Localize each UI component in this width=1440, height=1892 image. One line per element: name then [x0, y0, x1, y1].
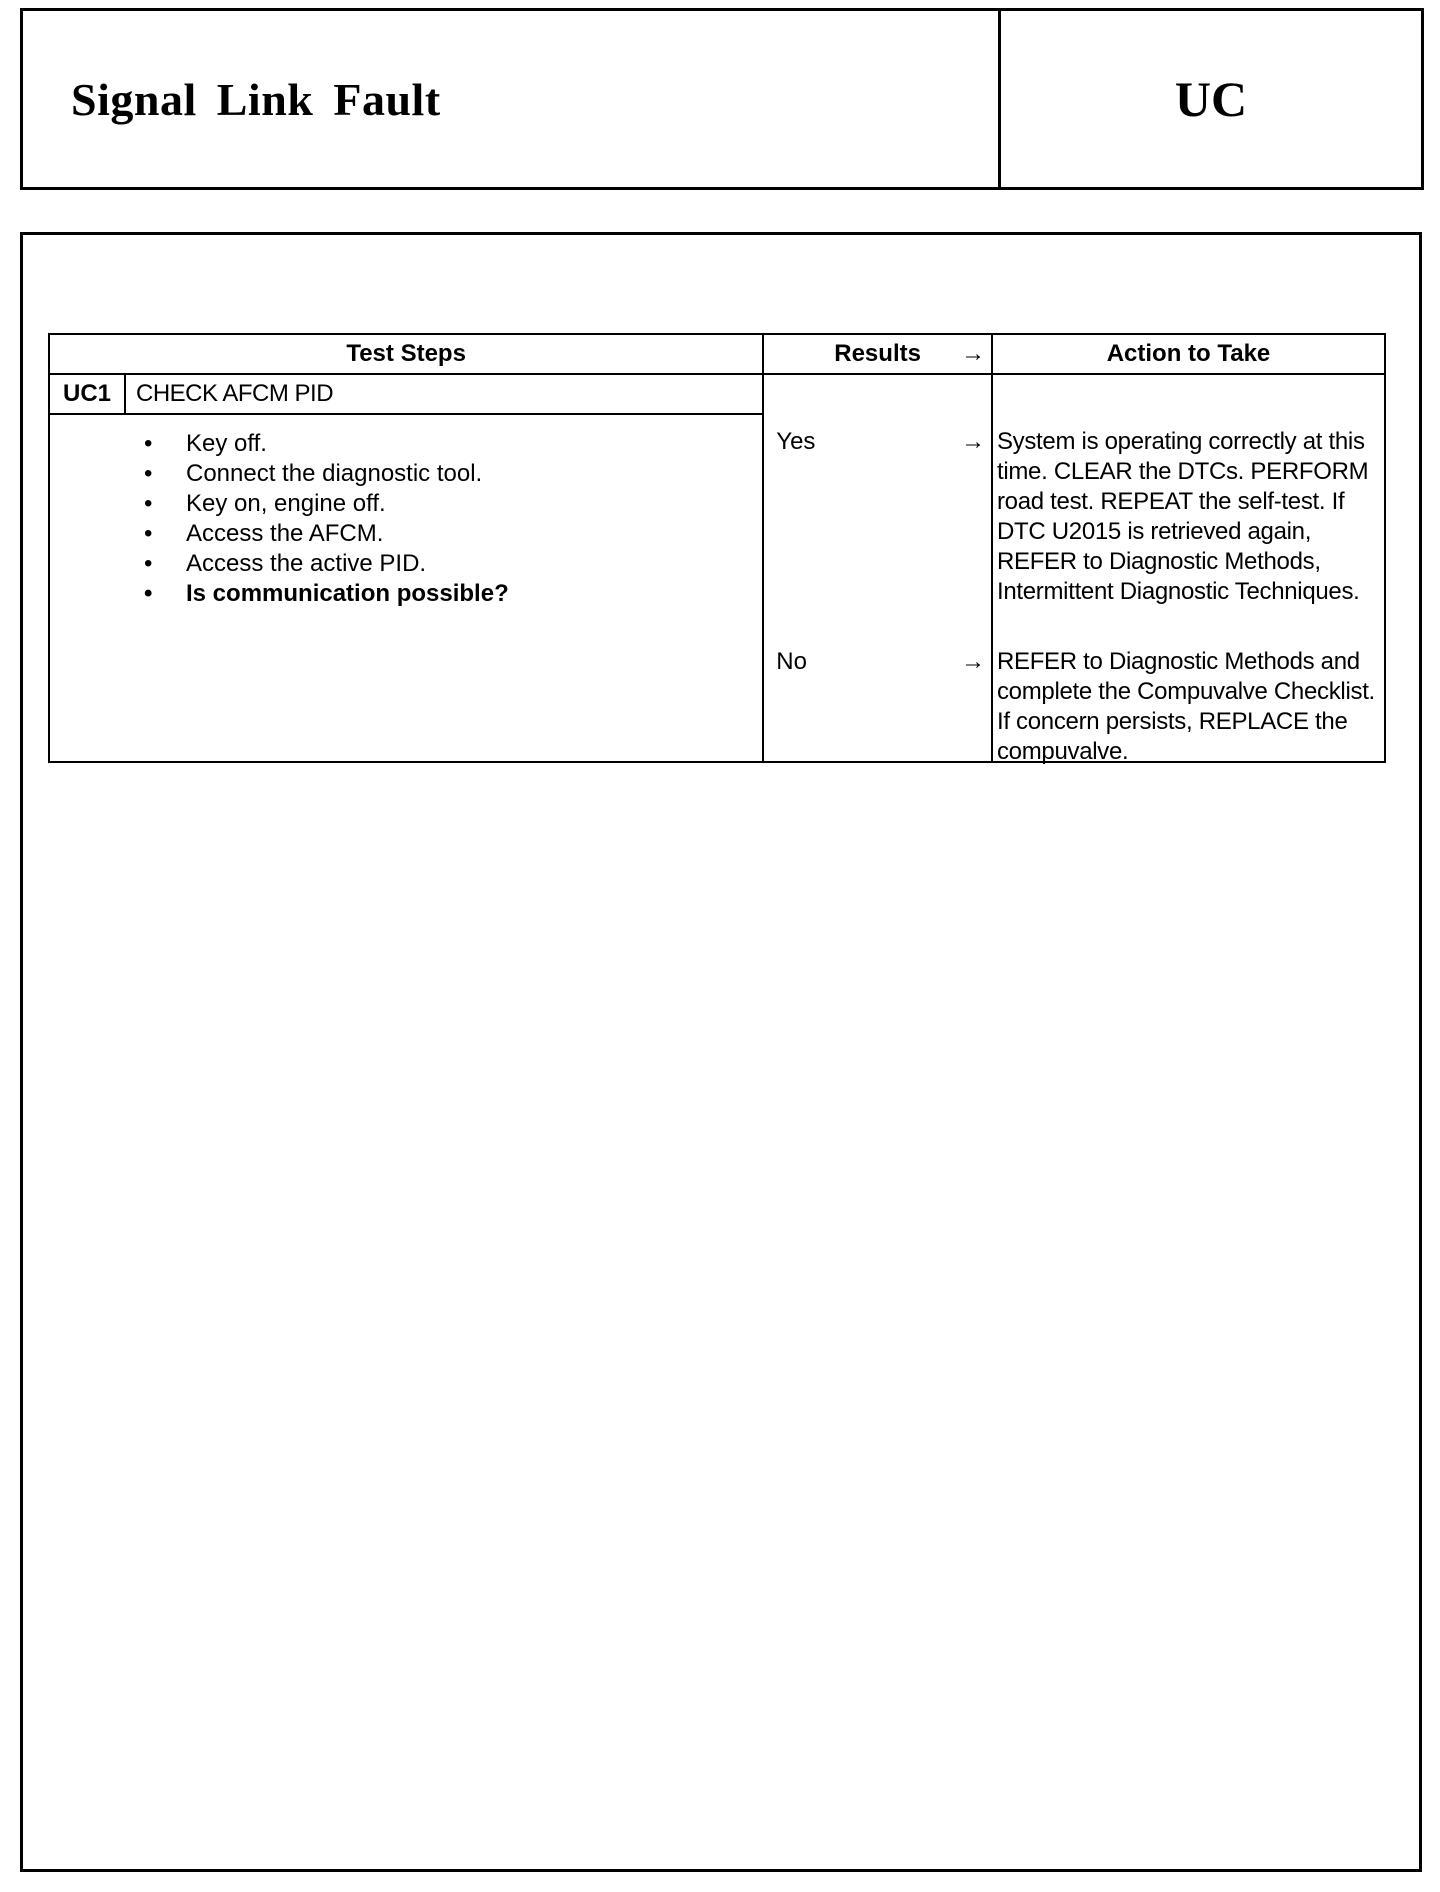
result-yes-label: Yes	[776, 428, 816, 455]
list-item: • Access the active PID.	[144, 549, 762, 579]
arrow-right-icon: →	[960, 428, 985, 455]
page-code: UC	[1174, 71, 1248, 127]
table-header-row	[49, 334, 1385, 374]
step-name: CHECK AFCM PID	[136, 380, 334, 407]
action-yes: System is operating correctly at this time. CLEAR the DTCs. PERFORM road test. REPEAT the self-test. If DTC U2015 is retrieved again, REFER to Diagnostic Methods, Intermittent Diagnostic Techniques.	[996, 428, 1369, 605]
table-row	[49, 374, 1385, 762]
header-action: Action to Take	[992, 334, 1385, 374]
list-item: • Key on, engine off.	[144, 489, 762, 519]
header-results-label: Results	[834, 340, 921, 367]
action-no: REFER to Diagnostic Methods and complete the Compuvalve Checklist. If concern persists, REPLACE the compuvalve.	[996, 648, 1375, 765]
arrow-right-icon: →	[960, 648, 985, 675]
list-item: • Access the AFCM.	[144, 519, 762, 549]
result-no	[776, 647, 985, 677]
list-item-question: • Is communication possible?	[144, 579, 762, 609]
result-no-label: No	[776, 648, 807, 675]
header-test-steps: Test Steps	[49, 334, 763, 374]
arrow-right-icon: →	[960, 340, 985, 367]
list-item: • Connect the diagnostic tool.	[144, 459, 762, 489]
action-cell	[992, 374, 1385, 765]
list-item: • Key off.	[144, 429, 762, 459]
step-cell	[49, 374, 763, 762]
page-header	[20, 8, 1424, 190]
results-cell	[763, 374, 992, 762]
header-results	[763, 334, 992, 374]
result-yes	[776, 427, 985, 457]
step-instructions	[50, 415, 762, 609]
step-id: UC1	[50, 375, 126, 413]
step-title-row	[50, 375, 762, 415]
page-title: Signal Link Fault	[23, 11, 1001, 187]
test-steps-table	[48, 333, 1386, 763]
